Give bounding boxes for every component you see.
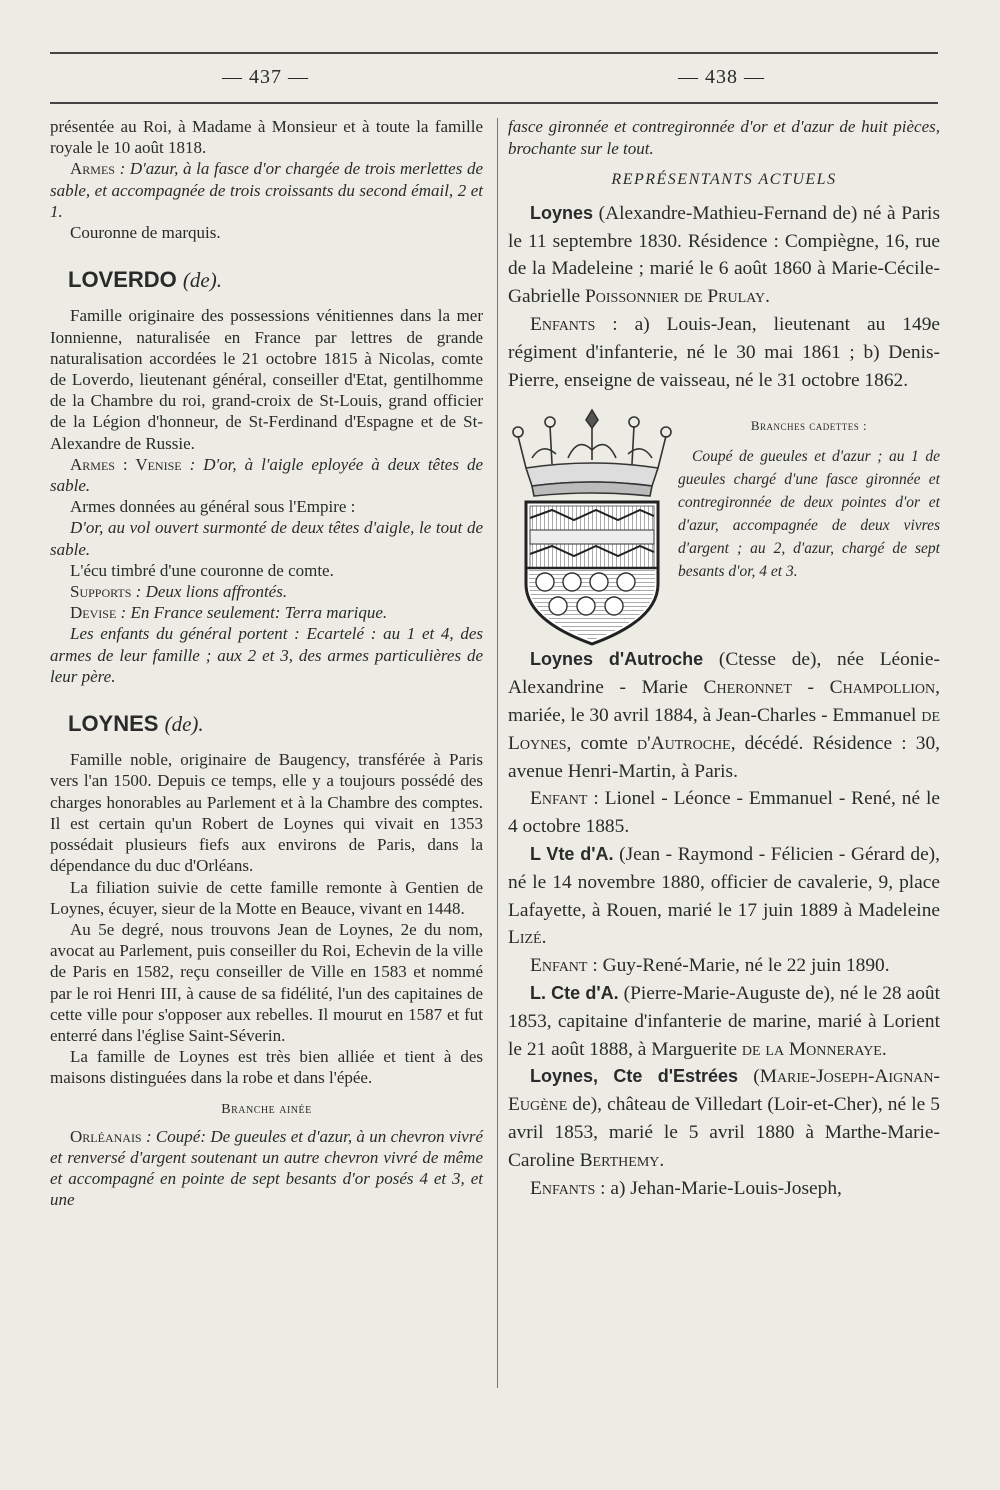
arms-paragraph: Orléanais : Coupé: De gueules et d'azur, à un chevron vivré et renversé d'argent soutenant un autre chevron vivré de même et accompagné en pointe de sept besants d'or posés 4 et 3, et une [50,1126,483,1210]
paragraph: présentée au Roi, à Madame à Monsieur et à toute la famille royale le 10 août 1818. [50,117,483,158]
paragraph: La filiation suivie de cette famille remonte à Gentien de Loynes, écuyer, sieur de la Motte en Beauce, vivant en 1448. [50,877,483,918]
right-column [508,116,940,1202]
paragraph: Armes données au général sous l'Empire : [70,497,356,517]
coat-of-arms-icon [512,406,672,646]
entry-loynes: Loynes (Alexandre-Mathieu-Fernand de) né à Paris le 11 septembre 1830. Résidence : Compiègne, 16, rue de la Madeleine ; marié le 6 août 1860 à Marie-Cécile-Gabrielle Poissonnier de Prulay. [508,202,940,308]
cadet-branch-block [678,414,940,583]
crest-block [508,404,940,646]
arms-paragraph: Armes : Venise : D'or, à l'aigle eployée à deux têtes de sable. [50,454,483,496]
children-paragraph: Enfants : a) Louis-Jean, lieutenant au 149e régiment d'infanterie, né le 30 mai 1861 ; b) Denis-Pierre, enseigne de vaisseau, né le 31 octobre 1862. [508,313,940,391]
paragraph: Les enfants du général portent : Ecartelé : au 1 et 4, des armes de leur famille ; aux 2 et 3, des armes particulières de leur père. [50,624,483,686]
column-divider [497,118,498,1388]
paragraph: Au 5e degré, nous trouvons Jean de Loynes, 2e du nom, avocat au Parlement, puis conseiller du Roi, Echevin de la ville de Paris en 1582, reçu conseiller de Ville en 1583 et nommé par le roi Henri III, à cause de sa fidélité, l'un des capitaines de cette ville pour s'opposer aux rebelles. Il mourut en 1587 et fut enterré dans l'église Saint-Séverin. [50,919,483,1045]
cadet-branches-heading: Branches cadettes : [750,418,868,434]
motto-paragraph: Devise : En France seulement: Terra marique. [70,603,388,623]
left-column [50,116,483,1211]
paragraph: La famille de Loynes est très bien alliée et tient à des maisons distinguées dans la robe et dans l'épée. [50,1047,483,1088]
entry-loynes-estrees: Loynes, Cte d'Estrées (Marie-Joseph-Aignan-Eugène de), château de Villedart (Loir-et-Cher), né le 5 avril 1853, marié le 5 avril 1880 à Marthe-Marie-Caroline Berthemy. [508,1066,940,1171]
children-paragraph: Enfant : Guy-René-Marie, né le 22 juin 1890. [530,955,890,977]
paragraph: fasce gironnée et contregironnée d'or et d'azur de huit pièces, brochante sur le tout. [508,117,940,158]
entry-comte: L. Cte d'A. (Pierre-Marie-Auguste de), né le 28 août 1853, capitaine d'infanterie de marine, marié à Lorient le 21 août 1888, à Marguerite de la Monneraye. [508,982,940,1060]
header-rule [50,102,938,104]
representatives-heading: REPRÉSENTANTS ACTUELS [611,171,837,188]
children-paragraph: Enfant : Lionel - Léonce - Emmanuel - René, né le 4 octobre 1885. [508,788,940,838]
page-number-left: — 437 — [222,66,309,88]
children-paragraph: Enfants : a) Jehan-Marie-Louis-Joseph, [530,1177,842,1199]
paragraph: L'écu timbré d'une couronne de comte. [70,560,334,580]
branch-heading: Branche ainée [221,1101,312,1117]
paragraph: Couronne de marquis. [70,223,221,243]
section-heading-loverdo: LOVERDO (de). [68,267,222,293]
paragraph: D'or, au vol ouvert surmonté de deux têtes d'aigle, le tout de sable. [50,518,483,559]
entry-vicomte: L Vte d'A. (Jean - Raymond - Félicien - Gérard de), né le 14 novembre 1880, officier de cavalerie, 9, place Lafayette, à Rouen, marié le 17 juin 1889 à Madeleine Lizé. [508,843,940,949]
page-number-right: — 438 — [678,66,765,88]
paragraph: Famille originaire des possessions vénitiennes dans la mer Ionnienne, naturalisée en France par lettres de grande naturalisation accordées le 21 octobre 1815 à Nicolas, comte de Loverdo, lieutenant général, conseiller d'Etat, gentilhomme de la Chambre du roi, grand-croix de St-Louis, grand officier de la Légion d'honneur, de St-Ferdinand d'Espagne et de St-Alexandre de Russie. [50,306,483,453]
arms-paragraph: Armes : D'azur, à la fasce d'or chargée de trois merlettes de sable, et accompagnée de trois croissants du second émail, 2 et 1. [50,159,483,221]
section-heading-loynes: LOYNES (de). [68,711,204,737]
entry-loynes-autroche: Loynes d'Autroche (Ctesse de), née Léonie-Alexandrine - Marie Cheronnet - Champollion, mariée, le 30 avril 1884, à Jean-Charles - Emmanuel de Loynes, comte d'Autroche, décédé. Résidence : 30, avenue Henri-Martin, à Paris. [508,649,940,782]
supports-paragraph: Supports : Deux lions affrontés. [70,582,288,602]
blazon-paragraph: Coupé de gueules et d'azur ; au 1 de gueules chargé d'une fasce gironnée et contregironnée de deux pointes d'or et d'azur, accompagnée de deux vivres d'argent ; au 2, d'azur, chargé de sept besants d'or, 4 et 3. [678,448,940,581]
top-rule [50,52,938,54]
paragraph: Famille noble, originaire de Baugency, transférée à Paris vers l'an 1500. Depuis ce temps, elle y a toujours possédé des charges honorables au Parlement et à la Chambre des comptes. Il est certain qu'un Robert de Loynes qui vivait en 1353 possédait plusieurs fiefs aux environs de Paris, dans la dépendance du duc d'Orléans. [50,750,483,876]
